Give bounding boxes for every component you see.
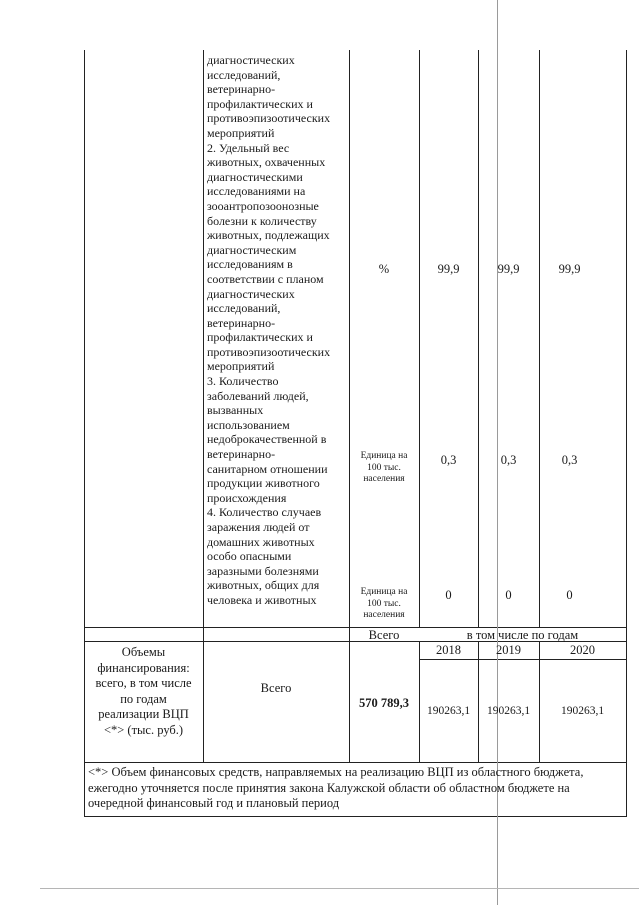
financing-label-line-5: реализации ВЦП [98, 707, 189, 721]
financing-label-line-2: финансирования: [97, 660, 190, 675]
financing-total: 570 789,3 [359, 696, 409, 710]
year-2019: 2019 [496, 643, 521, 657]
row2-2018: 0,3 [440, 453, 457, 467]
indicator-line: исследованиями на [207, 184, 306, 199]
indicator-line: болезни к количеству [207, 213, 317, 228]
indicator-line: животных, подлежащих [207, 228, 330, 243]
row3-2019: 0 [505, 588, 512, 602]
row2-2020: 0,3 [561, 453, 578, 467]
financing-label [84, 645, 203, 738]
col-divider-1 [203, 50, 204, 762]
indicator-line: профилактических и [207, 330, 313, 345]
indicator-line: ветеринарно- [207, 315, 276, 330]
financing-label-line-3: всего, в том числе [95, 676, 192, 690]
row2-unit-line-3: населения [363, 474, 405, 484]
indicator-line: диагностическими [207, 169, 303, 184]
row1-2018: 99,9 [437, 262, 460, 276]
total-header: Всего [368, 628, 400, 642]
indicator-line: ветеринарно- [207, 447, 276, 462]
financing-2018: 190263,1 [426, 705, 471, 717]
col-divider-2 [349, 50, 350, 762]
indicator-line: профилактических и [207, 96, 313, 111]
indicator-line: диагностических [207, 53, 295, 67]
indicator-line: особо опасными [207, 549, 292, 564]
indicators-text [207, 53, 349, 608]
financing-label-line-6: <*> (тыс. руб.) [103, 722, 184, 737]
table-border-bottom [84, 816, 627, 817]
year-2018: 2018 [436, 643, 461, 657]
indicator-line: заразными болезнями [207, 563, 319, 578]
indicator-line: использованием [207, 417, 290, 432]
indicator-line: заболеваний людей, [207, 388, 309, 403]
row2-2019: 0,3 [500, 453, 517, 467]
scan-artifact-bottom [40, 888, 639, 889]
financing-2020: 190263,1 [560, 705, 605, 717]
row3-unit-line-2: 100 тыс. [367, 598, 401, 609]
row2-unit-line-1: Единица на [360, 451, 408, 461]
row1-unit: % [378, 262, 390, 276]
indicator-line: продукции животного [207, 476, 320, 491]
year-2020: 2020 [570, 643, 595, 657]
indicator-line: диагностических [207, 286, 295, 301]
indicator-line: противоэпизоотических [207, 344, 331, 359]
row3-2018: 0 [445, 588, 452, 602]
indicator-line: 4. Количество случаев [207, 505, 322, 520]
row3-2020: 0 [566, 588, 573, 602]
indicator-line: санитарном отношении [207, 461, 328, 476]
indicator-line: происхождения [207, 490, 287, 505]
row3-unit [349, 587, 419, 622]
indicator-line: заражения людей от [207, 520, 310, 534]
row-line-3 [84, 762, 627, 763]
indicator-line: соответствии с планом [207, 271, 324, 286]
indicator-line: 3. Количество [207, 374, 279, 389]
financing-label-line-4: по годам [120, 691, 167, 706]
indicator-line: недоброкачественной в [207, 432, 327, 447]
financing-label-line-1: Объемы [121, 645, 166, 659]
indicator-line: мероприятий [207, 359, 275, 374]
col-divider-4 [478, 50, 479, 628]
row3-unit-line-3: населения [363, 610, 405, 620]
indicator-line: животных, охваченных [207, 155, 326, 170]
indicator-line: 2. Удельный вес [207, 140, 290, 155]
table-border-right [626, 50, 627, 817]
indicator-line: домашних животных [207, 534, 315, 549]
row1-2020: 99,9 [558, 262, 581, 276]
indicator-line: мероприятий [207, 125, 275, 140]
col-divider-3 [419, 50, 420, 628]
row2-unit-line-2: 100 тыс. [367, 462, 401, 473]
col-divider-5 [539, 50, 540, 628]
by-year-header: в том числе по годам [466, 628, 579, 642]
indicator-line: диагностическим [207, 242, 297, 257]
indicator-line: животных, общих для [207, 578, 320, 593]
financing-2019: 190263,1 [486, 705, 531, 717]
row3-unit-line-1: Единица на [360, 587, 408, 597]
indicator-line: зооантропозоонозные [207, 198, 319, 213]
indicator-line: исследованиям в [207, 257, 293, 272]
row1-2019: 99,9 [497, 262, 520, 276]
indicator-line: исследований, [207, 67, 281, 82]
indicator-line: противоэпизоотических [207, 111, 331, 126]
indicator-line: ветеринарно- [207, 82, 276, 97]
financing-source: Всего [260, 681, 292, 695]
row-line-years [419, 659, 627, 660]
indicator-line: вызванных [207, 403, 264, 418]
footnote: <*> Объем финансовых средств, направляемых на реализацию ВЦП из областного бюджета, ежегодно уточняется после принятия закона Калужской области об областном бюджете на очередной финансовый год и плановый период [88, 765, 584, 810]
indicator-line: исследований, [207, 301, 281, 316]
indicator-line: человека и животных [207, 592, 317, 607]
row2-unit [349, 451, 419, 486]
